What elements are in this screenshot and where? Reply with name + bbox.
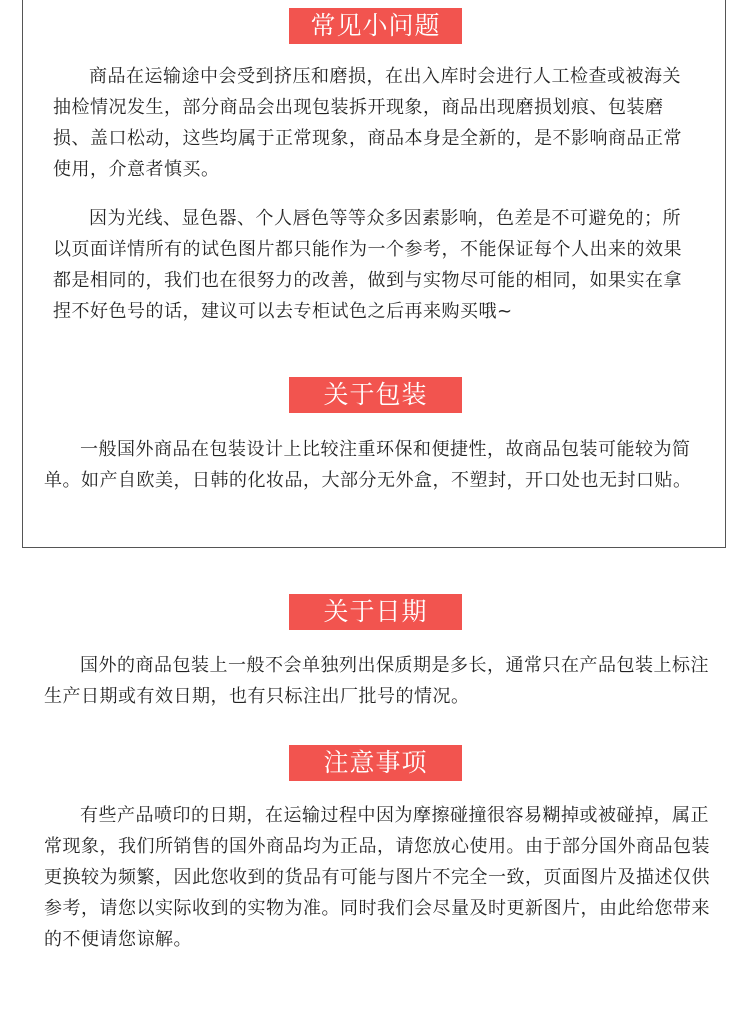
- section-heading-common-questions: 常见小问题: [289, 8, 462, 44]
- paragraph-color-difference: 因为光线、显色器、个人唇色等等众多因素影响，色差是不可避免的；所以页面详情所有的试色图片都只能作为一个参考，不能保证每个人出来的效果都是相同的，我们也在很努力的改善，做到与实物尽可能的相同，如果实在拿捏不好色号的话，建议可以去专柜试色之后再来购买哦~: [53, 208, 682, 322]
- section-heading-notes: 注意事项: [289, 745, 462, 781]
- paragraph-notes: 有些产品喷印的日期，在运输过程中因为摩擦碰撞很容易糊掉或被碰掉，属正常现象，我们所销售的国外商品均为正品，请您放心使用。由于部分国外商品包装更换较为频繁，因此您收到的货品有可能与图片不完全一致，页面图片及描述仅供参考，请您以实际收到的实物为准。同时我们会尽量及时更新图片，由此给您带来的不便请您谅解。: [44, 805, 710, 950]
- paragraph-packaging: 一般国外商品在包装设计上比较注重环保和便捷性，故商品包装可能较为简单。如产自欧美，日韩的化妆品，大部分无外盒，不塑封，开口处也无封口贴。: [44, 439, 692, 491]
- paragraph-transport-damage: 商品在运输途中会受到挤压和磨损，在出入库时会进行人工检查或被海关抽检情况发生，部分商品会出现包装拆开现象，商品出现磨损划痕、包装磨损、盖口松动，这些均属于正常现象，商品本身是全新的，是不影响商品正常使用，介意者慎买。: [53, 66, 682, 180]
- paragraph-dates: 国外的商品包装上一般不会单独列出保质期是多长，通常只在产品包装上标注生产日期或有效日期，也有只标注出厂批号的情况。: [44, 655, 709, 707]
- section-heading-dates: 关于日期: [289, 594, 462, 630]
- section-heading-packaging: 关于包装: [289, 377, 462, 413]
